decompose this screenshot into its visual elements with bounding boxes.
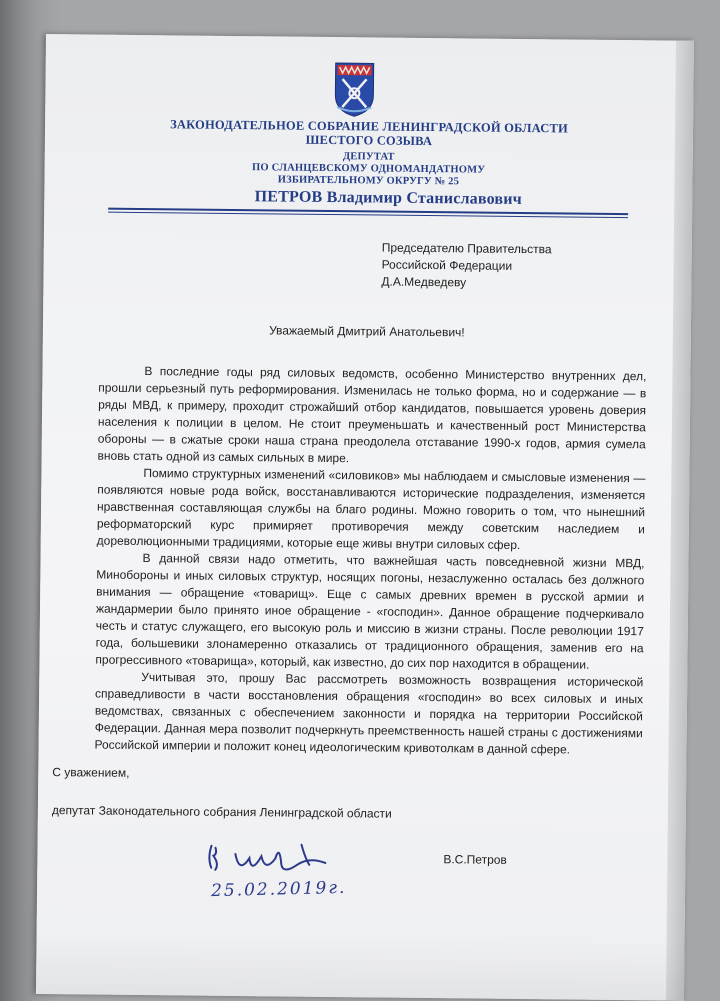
paragraph: Помимо структурных изменений «силовиков» мы наблюдаем и смысловые изменения — появляются новые рода войск, восстанавливаются исторические подразделения, изменяется нравственная составляющая службы на благо родины. Можно говорить о том, что нынешний реформаторский курс примиряет противоречия между советским наследием и дореволюционными традициями, которые еще живы внутри силовых сфер. [96,466,646,552]
signatory-name: В.С.Петров [443,852,507,867]
deputy-title: ДЕПУТАТ [342,151,395,163]
handwritten-date: 25.02.2019г. [210,877,347,902]
district-line1: ПО СЛАНЦЕВСКОМУ ОДНОМАНДАТНОМУ [252,162,486,176]
paragraph: В данной связи надо отметить, что важнейшая часть повседневной жизни МВД, Минобороны и иных силовых структур, носящих погоны, незаслуженно осталась без должного внимания — обращение «товарищ». Еще с самых древних времен в русской армии и жандармерии было принято иное обращение - «господин». Данное обращение подчеркивало честь и статус служащего, его высокую роль и миссию в жизни страны. После революции 1917 года, большевики злонамеренно отказались от традиционного обращения, заменив его на прогрессивного «товарища», который, как известно, до сих пор находится в обращении. [95,551,645,672]
page-shadow [36,934,685,1001]
greeting: Уважаемый Дмитрий Анатольевич! [269,323,465,340]
addressee-line: Российской Федерации [381,257,513,273]
closing: С уважением, [52,765,130,780]
paragraph: Учитывая это, прошу Вас рассмотреть возможность возвращения исторической справедливости в части восстановления обращения «господин» во всех силовых и иных ведомствах, связанных с обеспечением законности и порядка на территории Российской Федерации. Данная мера позволит подчеркнуть преемственность нашей страны с достижениями Российской империи и положит конец идеологическим кривотолкам в данной сфере. [94,670,644,757]
letter-page [36,34,694,1001]
signatory-role: депутат Законодательного собрания Ленинградской области [51,803,392,821]
addressee-line: Д.А.Медведеву [381,274,467,290]
letter-body [94,363,646,760]
district-line2: ИЗБИРАТЕЛЬНОМУ ОКРУГУ № 25 [277,174,460,188]
handwritten-signature [205,834,355,880]
addressee-line: Председателю Правительства [381,240,552,257]
deputy-name: ПЕТРОВ Владимир Станиславович [254,188,523,208]
paragraph: В последние годы ряд силовых ведомств, особенно Министерство внутренних дел, прошли серьезный путь реформирования. Изменилась не только форма, но и содержание — в ряды МВД, к примеру, проходит строжайший отбор кандидатов, повышается уровень доверия населения к полиции в целом. Не стоит преуменьшать и качественный рост Министерства обороны — в сжатые сроки наша страна преодолела отставание 1990-х годов, армия сумела вновь стать одной из самых сильных в мире. [97,364,647,466]
org-name: ЗАКОНОДАТЕЛЬНОЕ СОБРАНИЕ ЛЕНИНГРАДСКОЙ ОБЛАСТИ [170,117,569,136]
convocation: ШЕСТОГО СОЗЫВА [305,132,433,149]
addressee-block [381,240,551,293]
coat-of-arms-icon [333,61,376,117]
